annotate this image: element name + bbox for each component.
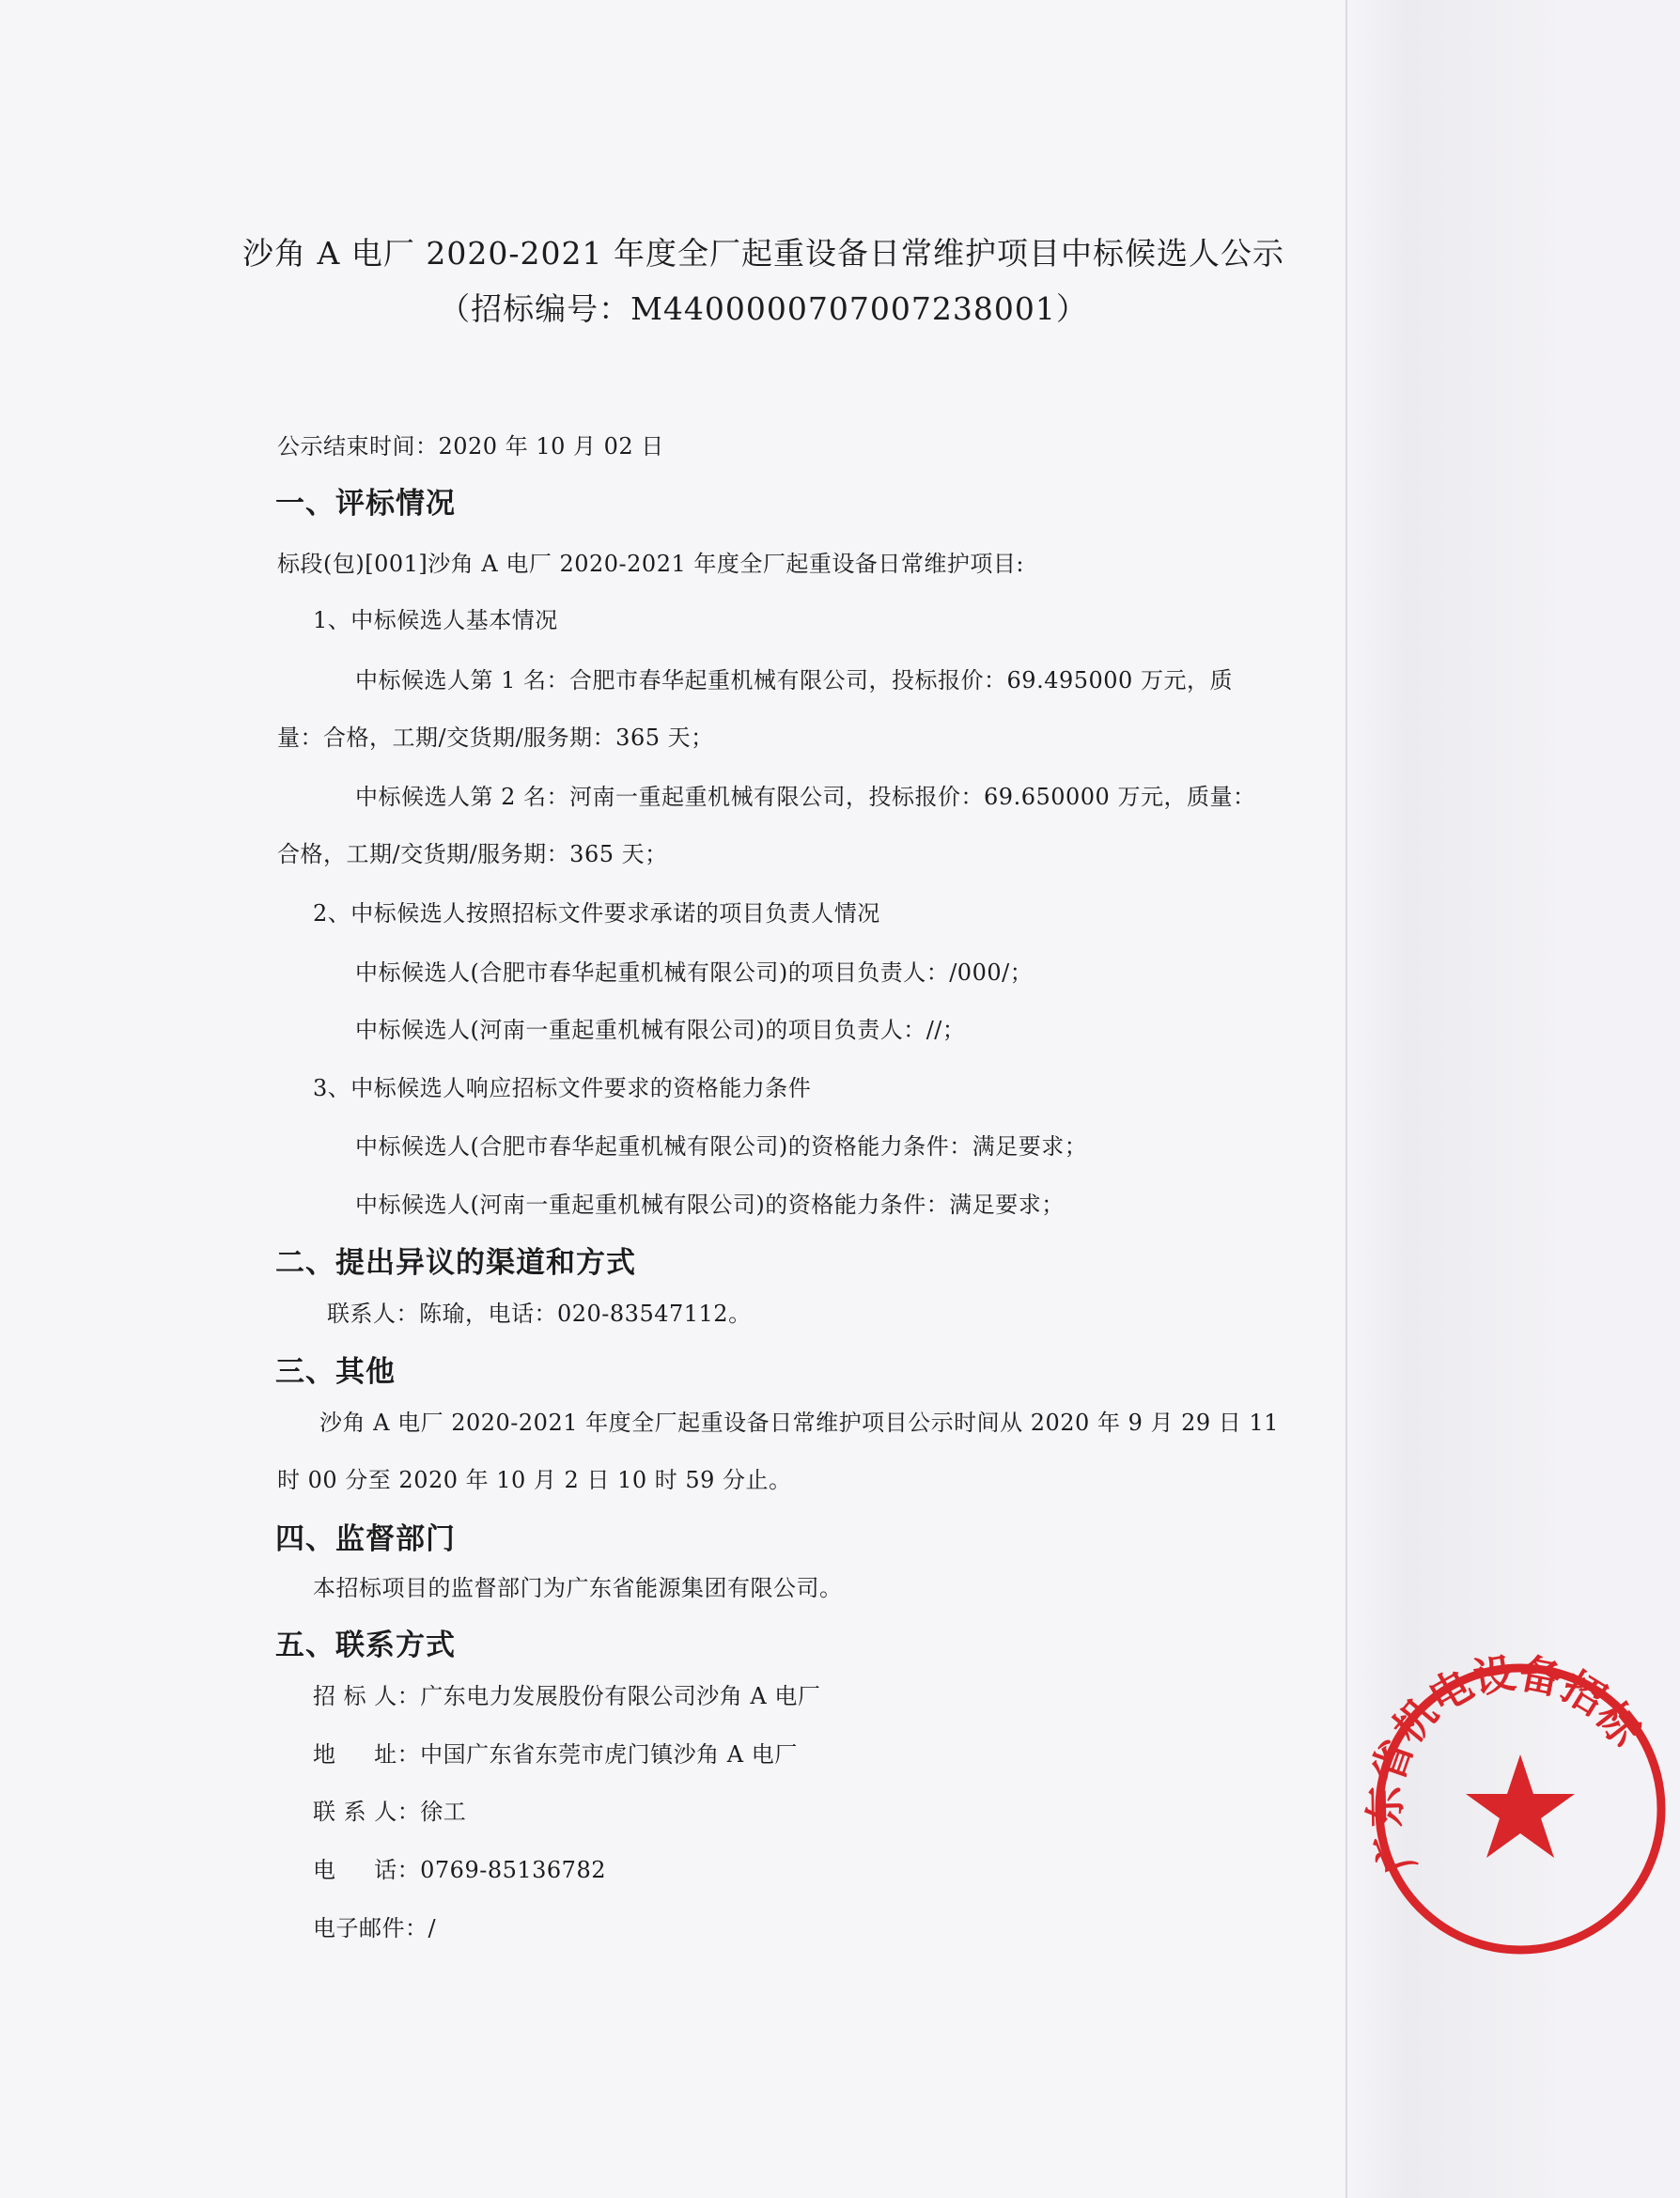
- official-seal: [1361, 1649, 1680, 1969]
- seal-star-icon: [1466, 1754, 1575, 1858]
- publicity-period-line-2: 时 00 分至 2020 年 10 月 2 日 10 时 59 分止。: [277, 1467, 792, 1493]
- contact-person: 联 系 人：徐工: [313, 1799, 467, 1825]
- title-line-1: 沙角 A 电厂 2020-2021 年度全厂起重设备日常维护项目中标候选人公示: [242, 235, 1284, 272]
- project-manager-2: 中标候选人(河南一重起重机械有限公司)的项目负责人：//；: [355, 1017, 966, 1043]
- project-manager-1: 中标候选人(合肥市春华起重机械有限公司)的项目负责人：/000/；: [355, 959, 1034, 986]
- contact-tenderer: 招 标 人：广东电力发展股份有限公司沙角 A 电厂: [313, 1683, 821, 1709]
- candidate-2-line-2: 合格，工期/交货期/服务期：365 天；: [277, 841, 668, 867]
- section-3-heading: 三、其他: [275, 1355, 396, 1389]
- announcement-end-time: 公示结束时间：2020 年 10 月 02 日: [277, 433, 664, 460]
- title-line-2: （招标编号：M4400000707007238001）: [439, 290, 1088, 327]
- qualification-1: 中标候选人(合肥市春华起重机械有限公司)的资格能力条件：满足要求；: [355, 1133, 1088, 1160]
- section-4-heading: 四、监督部门: [275, 1522, 456, 1556]
- qualification-2: 中标候选人(河南一重起重机械有限公司)的资格能力条件：满足要求；: [355, 1192, 1065, 1218]
- seal-text: 广东省机电设备招标: [1361, 1649, 1650, 1880]
- objection-contact: 联系人：陈瑜，电话：020-83547112。: [327, 1301, 752, 1327]
- publicity-period-line-1: 沙角 A 电厂 2020-2021 年度全厂起重设备日常维护项目公示时间从 2020 年 9 月 29 日 11: [319, 1410, 1279, 1436]
- subsection-2-title: 2、中标候选人按照招标文件要求承诺的项目负责人情况: [313, 900, 880, 927]
- section-5-heading: 五、联系方式: [275, 1629, 456, 1662]
- lot-description: 标段(包)[001]沙角 A 电厂 2020-2021 年度全厂起重设备日常维护项目:: [277, 551, 1024, 577]
- contact-address: 地 址：中国广东省东莞市虎门镇沙角 A 电厂: [313, 1741, 798, 1768]
- candidate-2-line-1: 中标候选人第 2 名：河南一重起重机械有限公司，投标报价：69.650000 万元，质量：: [355, 784, 1256, 810]
- section-2-heading: 二、提出异议的渠道和方式: [275, 1246, 636, 1280]
- candidate-1-line-1: 中标候选人第 1 名：合肥市春华起重机械有限公司，投标报价：69.495000 万元，质: [355, 667, 1233, 694]
- subsection-3-title: 3、中标候选人响应招标文件要求的资格能力条件: [313, 1075, 812, 1101]
- candidate-1-line-2: 量：合格，工期/交货期/服务期：365 天；: [277, 725, 714, 751]
- subsection-1-title: 1、中标候选人基本情况: [313, 607, 558, 633]
- supervision-department: 本招标项目的监督部门为广东省能源集团有限公司。: [313, 1575, 843, 1601]
- page-edge-line: [1346, 0, 1347, 2198]
- contact-email: 电子邮件：/: [313, 1915, 437, 1941]
- section-1-heading: 一、评标情况: [275, 487, 456, 521]
- contact-phone: 电 话：0769-85136782: [313, 1857, 606, 1883]
